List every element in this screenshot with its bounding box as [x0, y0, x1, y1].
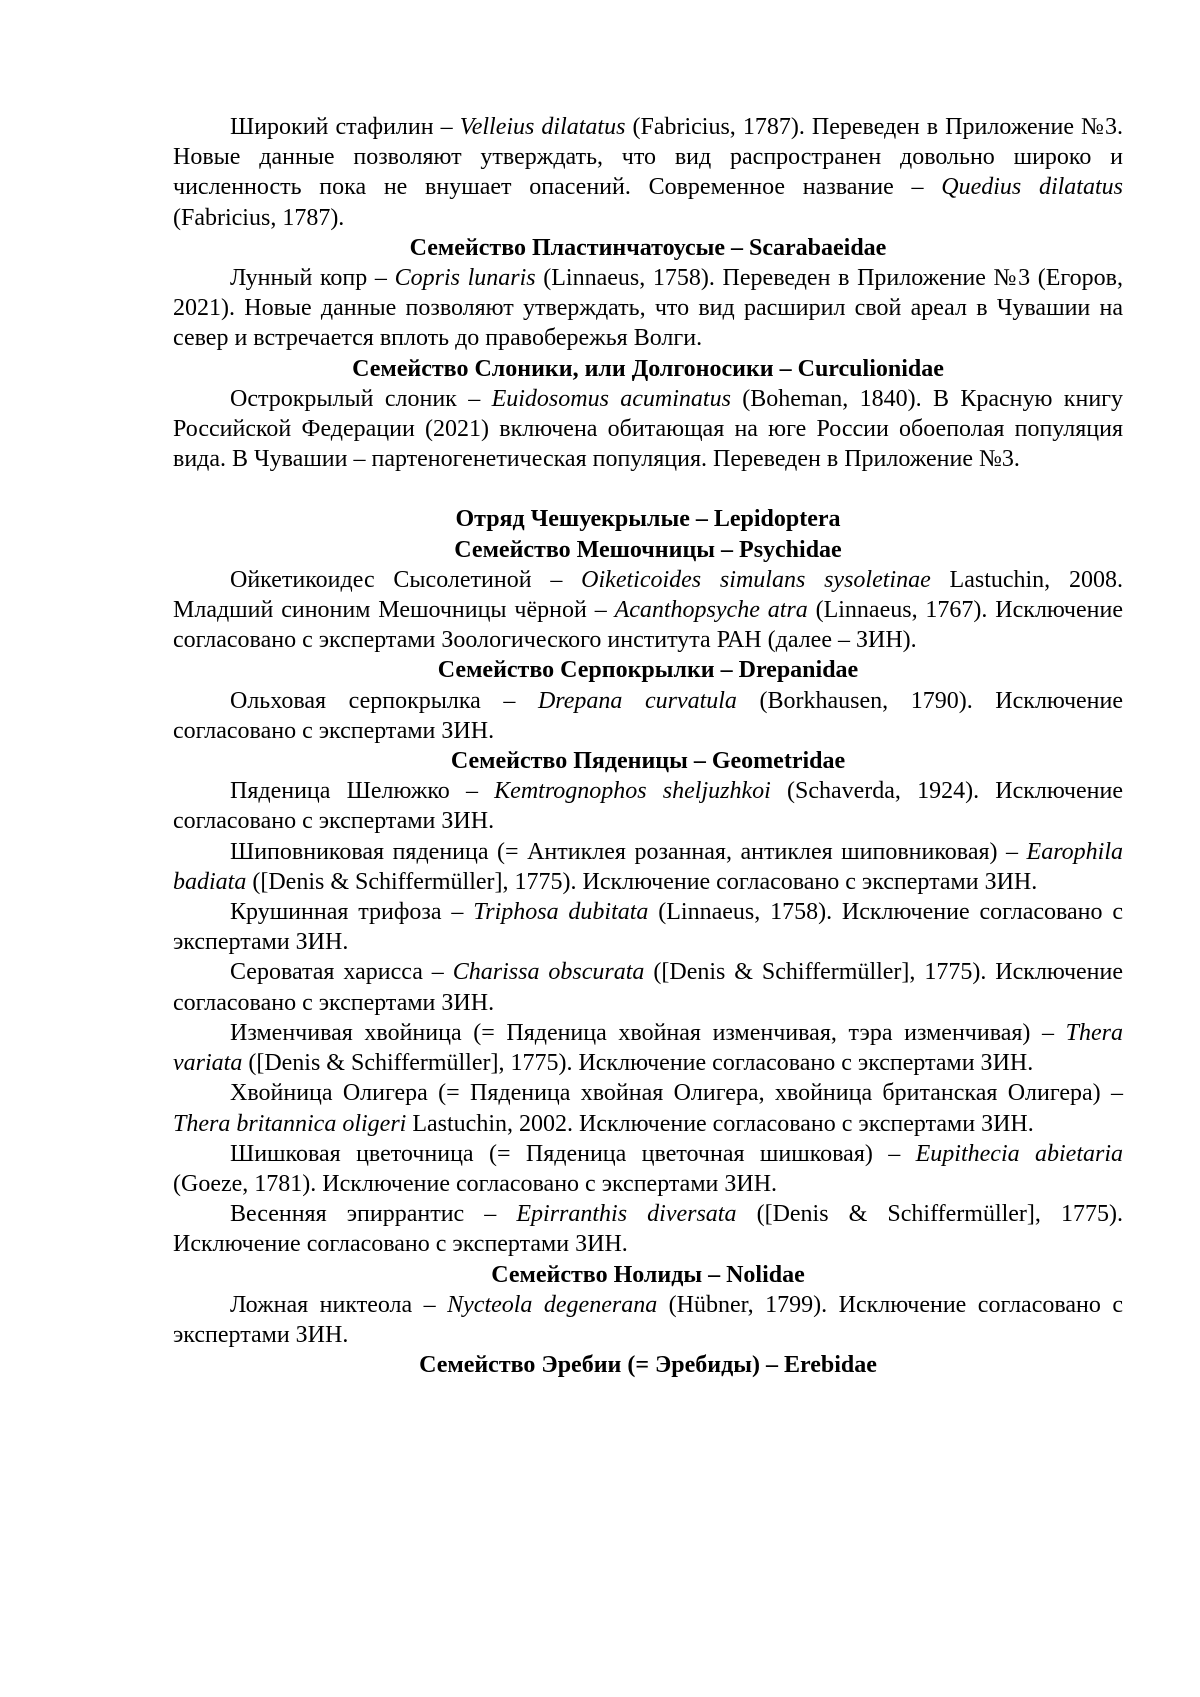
species-name: Charissa obscurata	[452, 959, 645, 986]
section-heading: Семейство Эребии (= Эребиды) – Erebidae	[419, 1352, 877, 1379]
text-run: Острокрылый слоник –	[230, 385, 492, 412]
paragraph	[173, 384, 1123, 475]
text-run: Изменчивая хвойница (= Пяденица хвойная изменчивая, тэра изменчивая) –	[230, 1019, 1066, 1046]
document-page	[173, 112, 1123, 1380]
section-heading: Семейство Слоники, или Долгоносики – Curculionidae	[352, 355, 944, 382]
paragraph	[173, 776, 1123, 836]
species-name: Drepana curvatula	[537, 687, 737, 714]
paragraph	[173, 1139, 1123, 1199]
text-run: Ольховая серпокрылка –	[230, 687, 538, 714]
species-name: Oiketicoides simulans sysoletinae	[581, 566, 931, 593]
paragraph	[173, 897, 1123, 957]
text-run: (Linnaeus, 1758). Переведен в Приложение №3 (Егоров, 2021). Новые данные позволяют утверждать, что вид расширил свой ареал в Чувашии на север и встречается вплоть до правобережья Волги.	[173, 265, 1123, 352]
species-name: Thera britannica oligeri	[173, 1110, 407, 1137]
species-name: Quedius dilatatus	[941, 174, 1123, 201]
text-run: (Linnaeus, 1758). Исключение согласовано с экспертами ЗИН.	[173, 899, 1124, 956]
text-run: (Fabricius, 1787).	[173, 204, 345, 231]
section-gap	[173, 474, 1123, 504]
paragraph	[173, 565, 1123, 656]
species-name: Nycteola degenerana	[447, 1291, 658, 1318]
text-run: ([Denis & Schiffermüller], 1775). Исключение согласовано с экспертами ЗИН.	[242, 1050, 1034, 1077]
text-run: Шишковая цветочница (= Пяденица цветочная шишковая) –	[230, 1140, 916, 1167]
paragraph	[173, 1078, 1123, 1138]
paragraph	[173, 686, 1123, 746]
text-run: (Borkhausen, 1790). Исключение согласовано с экспертами ЗИН.	[173, 687, 1123, 744]
species-name: Earophila badiata	[173, 838, 1123, 895]
species-name: Kemtrognophos sheljuzhkoi	[494, 778, 771, 805]
text-run: Лунный копр –	[230, 265, 395, 292]
section-heading: Семейство Нолиды – Nolidae	[491, 1261, 805, 1288]
text-run: (Linnaeus, 1767). Исключение согласовано с экспертами Зоологического института РАН (далее – ЗИН).	[173, 597, 1123, 654]
text-run: ([Denis & Schiffermüller], 1775). Исключение согласовано с экспертами ЗИН.	[246, 868, 1038, 895]
paragraph	[173, 263, 1123, 354]
text-run: Широкий стафилин –	[230, 114, 460, 140]
text-run: Ложная никтеола –	[230, 1291, 448, 1318]
text-run: Lastuchin, 2002. Исключение согласовано с экспертами ЗИН.	[406, 1110, 1034, 1137]
text-run: Сероватая харисса –	[230, 959, 453, 986]
text-run: Ойкетикоидес Сысолетиной –	[230, 566, 582, 593]
section-heading: Семейство Серпокрылки – Drepanidae	[437, 657, 859, 684]
text-run: ([Denis & Schiffermüller], 1775). Исключение согласовано с экспертами ЗИН.	[173, 959, 1124, 1016]
text-run: Шиповниковая пяденица (= Антиклея розанная, антиклея шиповниковая) –	[230, 838, 1027, 865]
text-run: Весенняя эпиррантис –	[230, 1201, 517, 1228]
paragraph	[173, 837, 1123, 897]
text-run: Крушинная трифоза –	[230, 899, 474, 926]
species-name: Epirranthis diversata	[516, 1201, 737, 1228]
species-name: Thera variata	[173, 1019, 1123, 1077]
paragraph	[173, 957, 1123, 1017]
paragraph	[173, 1199, 1123, 1259]
section-heading: Отряд Чешуекрылые – Lepidoptera	[455, 506, 841, 533]
text-run: Lastuchin, 2008. Младший синоним Мешочницы чёрной –	[173, 566, 1123, 624]
section-heading: Семейство Мешочницы – Psychidae	[454, 536, 842, 563]
paragraph	[173, 112, 1123, 233]
species-name: Copris lunaris	[394, 265, 536, 292]
species-name: Eupithecia abietaria	[915, 1140, 1123, 1167]
text-run: (Boheman, 1840). В Красную книгу Российской Федерации (2021) включена обитающая на юге России обоеполая популяция вида. В Чувашии – партеногенетическая популяция. Переведен в Приложение №3.	[173, 385, 1124, 473]
species-name: Triphosa dubitata	[473, 899, 649, 926]
text-run: (Fabricius, 1787). Переведен в Приложение №3. Новые данные позволяют утверждать, что вид распространен довольно широко и численность пока не внушает опасений. Современное название –	[173, 114, 1123, 201]
text-run: (Hübner, 1799). Исключение согласовано с экспертами ЗИН.	[173, 1291, 1124, 1348]
text-run: (Schaverda, 1924). Исключение согласовано с экспертами ЗИН.	[173, 778, 1123, 835]
text-run: Пяденица Шелюжко –	[230, 778, 495, 805]
section-heading: Семейство Пяденицы – Geometridae	[450, 748, 846, 775]
text-run: Хвойница Олигера (= Пяденица хвойная Олигера, хвойница британская Олигера) –	[230, 1080, 1123, 1107]
section-heading: Семейство Пластинчатоусые – Scarabaeidae	[409, 234, 887, 261]
species-name: Velleius dilatatus	[459, 114, 626, 140]
text-run: ([Denis & Schiffermüller], 1775). Исключение согласовано с экспертами ЗИН.	[173, 1201, 1123, 1258]
species-name: Acanthopsyche atra	[614, 597, 808, 624]
paragraph	[173, 1018, 1123, 1078]
text-run: (Goeze, 1781). Исключение согласовано с экспертами ЗИН.	[173, 1170, 778, 1197]
paragraph	[173, 1290, 1123, 1350]
species-name: Euidosomus acuminatus	[491, 385, 731, 412]
